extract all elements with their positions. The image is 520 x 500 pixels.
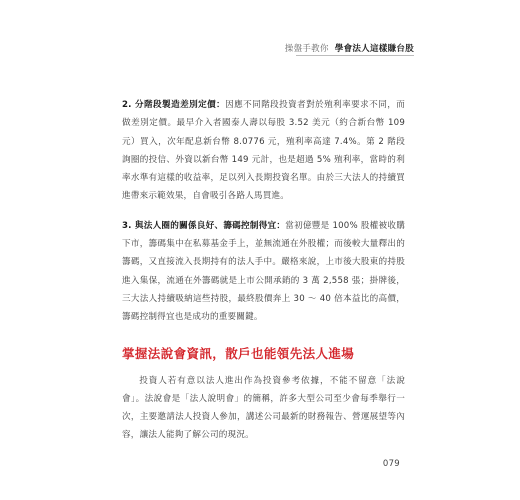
point-3-lead: 3. 與法人圈的關係良好、籌碼控制得宜： [122, 220, 286, 231]
section-heading: 掌握法說會資訊，散戶也能領先法人進場 [122, 345, 355, 361]
page-content [122, 96, 405, 445]
section-body: 投資人若有意以法人進出作為投資參考依據，不能不留意「法說會」。法說會是「法人說明會」的簡稱，許多大型公司至少會每季舉行一次，主要邀請法人投資人參加，講述公司最新的財務報告、營運展望等內容，讓法人能夠了解公司的現況。 [122, 375, 405, 441]
book-title: 操盤手教你 [284, 44, 329, 54]
page-number: 079 [382, 459, 400, 469]
paragraph-point-3 [122, 217, 405, 327]
chapter-title: 學會法人這樣賺台股 [334, 44, 414, 54]
point-3-body: 當初億豐是 100% 股權被收購下市，籌碼集中在私募基金手上，並無流通在外股權；而後較大量釋出的籌碼，又直接流入長期持有的法人手中。嚴格來說，上市後大股東的持股進入集保，流通在外籌碼就是上市公開承銷的 3 萬 2,558 張；掛牌後，三大法人持續吸納這些持股，最終股價奔上 30 ～ 40 倍本益比的高價，籌碼控制得宜也是成功的重要關鍵。 [122, 220, 405, 323]
header-divider [296, 55, 414, 56]
point-2-lead: 2. 分階段製造差別定價： [122, 100, 226, 110]
point-2-body: 因應不同階段投資者對於殖利率要求不同，而做差別定價。最早介入者國泰人壽以每股 3.52 美元（約合新台幣 109 元）買入，次年配息新台幣 8.0776 元，殖利率高達 7.4%。第 2 階段詢圈的投信、外資以新台幣 149 元計，也是超過 5% 殖利率，當時的利率水準有這樣的收益率，足以列入長期投資名單。由於三大法人的持續買進帶來示範效果，自會吸引各路人馬買進。 [122, 100, 405, 202]
paragraph-point-2 [122, 96, 405, 206]
running-header [285, 42, 414, 54]
